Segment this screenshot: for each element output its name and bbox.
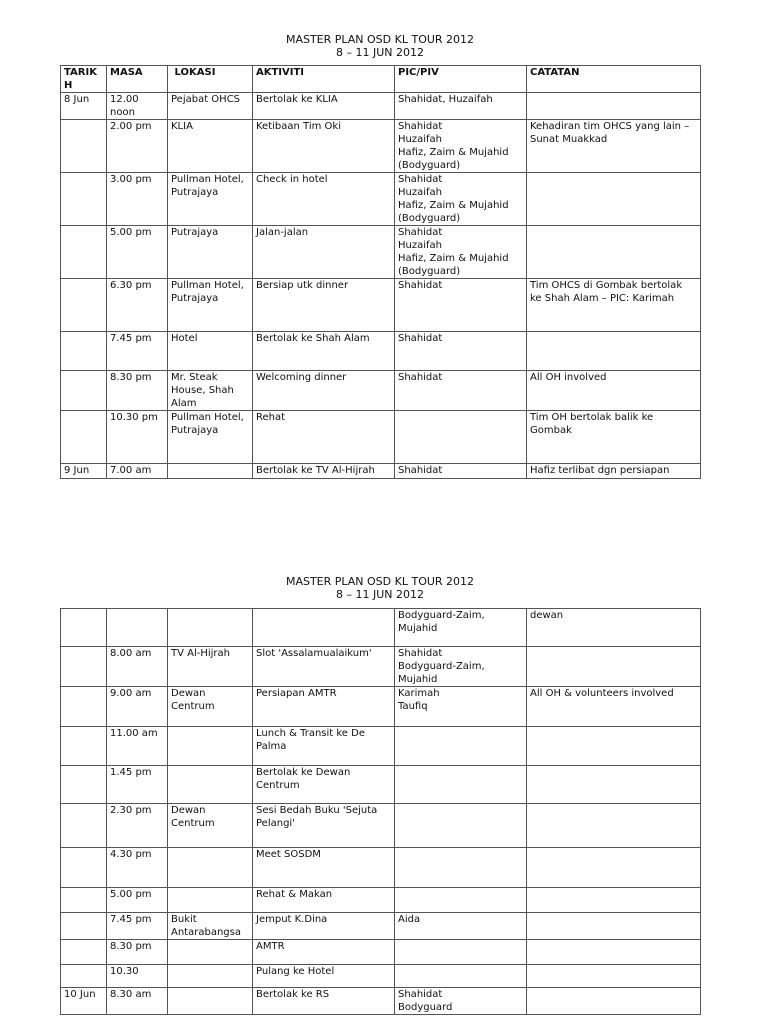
cell-catatan [527, 766, 701, 804]
table-row [61, 804, 701, 848]
cell-lokasi: Putrajaya [168, 226, 253, 279]
cell-lokasi: Pullman Hotel, Putrajaya [168, 279, 253, 332]
cell-pic: Aida [395, 913, 527, 940]
table-row [61, 687, 701, 727]
cell-catatan [527, 888, 701, 913]
cell-aktiviti: Sesi Bedah Buku 'Sejuta Pelangi' [253, 804, 395, 848]
header-pic: PIC/PIV [395, 66, 527, 93]
page-1 [60, 33, 700, 479]
cell-lokasi: Pullman Hotel, Putrajaya [168, 173, 253, 226]
table-row [61, 727, 701, 766]
cell-pic [395, 940, 527, 965]
page-2 [60, 575, 700, 1015]
cell-masa: 8.30 pm [107, 940, 168, 965]
table-row [61, 609, 701, 647]
cell-masa: 7.45 pm [107, 913, 168, 940]
cell-catatan [527, 988, 701, 1015]
table-row [61, 913, 701, 940]
cell-catatan [527, 332, 701, 371]
header-masa: MASA [107, 66, 168, 93]
cell-catatan: Hafiz terlibat dgn persiapan [527, 464, 701, 479]
schedule-table-1 [60, 65, 701, 479]
cell-aktiviti: Persiapan AMTR [253, 687, 395, 727]
doc-title-repeat [60, 575, 700, 601]
cell-tarikh [61, 727, 107, 766]
cell-aktiviti: Bertolak ke TV Al-Hijrah [253, 464, 395, 479]
cell-pic: Shahidat Huzaifah Hafiz, Zaim & Mujahid (Bodyguard) [395, 226, 527, 279]
cell-catatan: All OH involved [527, 371, 701, 411]
table-row [61, 848, 701, 888]
cell-aktiviti [253, 609, 395, 647]
cell-tarikh [61, 173, 107, 226]
cell-lokasi [168, 940, 253, 965]
cell-lokasi [168, 609, 253, 647]
cell-masa: 7.00 am [107, 464, 168, 479]
cell-tarikh [61, 371, 107, 411]
cell-catatan [527, 913, 701, 940]
cell-catatan [527, 727, 701, 766]
table-row [61, 647, 701, 687]
cell-masa: 2.30 pm [107, 804, 168, 848]
cell-masa: 3.00 pm [107, 173, 168, 226]
header-tarikh: TARIK H [61, 66, 107, 93]
cell-tarikh [61, 888, 107, 913]
cell-pic: Shahidat [395, 464, 527, 479]
cell-tarikh [61, 848, 107, 888]
cell-aktiviti: Slot 'Assalamualaikum' [253, 647, 395, 687]
cell-pic: Shahidat Huzaifah Hafiz, Zaim & Mujahid (Bodyguard) [395, 120, 527, 173]
cell-tarikh [61, 226, 107, 279]
table-row [61, 332, 701, 371]
table-row [61, 93, 701, 120]
cell-lokasi [168, 766, 253, 804]
table-row [61, 411, 701, 464]
cell-pic [395, 727, 527, 766]
cell-lokasi: Dewan Centrum [168, 687, 253, 727]
cell-pic [395, 766, 527, 804]
cell-pic: Shahidat [395, 371, 527, 411]
cell-lokasi: TV Al-Hijrah [168, 647, 253, 687]
title-line-2-repeat: 8 – 11 JUN 2012 [336, 588, 424, 601]
cell-catatan: dewan [527, 609, 701, 647]
cell-pic [395, 888, 527, 913]
cell-catatan [527, 940, 701, 965]
cell-lokasi: Dewan Centrum [168, 804, 253, 848]
cell-lokasi [168, 988, 253, 1015]
cell-masa: 8.00 am [107, 647, 168, 687]
cell-tarikh [61, 687, 107, 727]
cell-tarikh [61, 647, 107, 687]
cell-catatan [527, 226, 701, 279]
cell-catatan [527, 173, 701, 226]
cell-aktiviti: Jalan-jalan [253, 226, 395, 279]
cell-masa: 10.30 [107, 965, 168, 988]
cell-pic: Shahidat Huzaifah Hafiz, Zaim & Mujahid (Bodyguard) [395, 173, 527, 226]
cell-catatan: Kehadiran tim OHCS yang lain – Sunat Muakkad [527, 120, 701, 173]
table-row [61, 464, 701, 479]
title-line-2: 8 – 11 JUN 2012 [336, 46, 424, 59]
cell-lokasi: Hotel [168, 332, 253, 371]
title-line-1-repeat: MASTER PLAN OSD KL TOUR 2012 [285, 575, 475, 588]
table-row [61, 371, 701, 411]
cell-lokasi: Pullman Hotel, Putrajaya [168, 411, 253, 464]
cell-aktiviti: Check in hotel [253, 173, 395, 226]
cell-lokasi: Mr. Steak House, Shah Alam [168, 371, 253, 411]
cell-tarikh [61, 332, 107, 371]
cell-masa: 8.30 pm [107, 371, 168, 411]
cell-pic: Bodyguard-Zaim, Mujahid [395, 609, 527, 647]
table-row [61, 173, 701, 226]
cell-tarikh [61, 411, 107, 464]
cell-masa: 5.00 pm [107, 888, 168, 913]
cell-aktiviti: Bertolak ke KLIA [253, 93, 395, 120]
cell-aktiviti: Bersiap utk dinner [253, 279, 395, 332]
cell-masa: 1.45 pm [107, 766, 168, 804]
cell-aktiviti: Bertolak ke Dewan Centrum [253, 766, 395, 804]
table-row [61, 940, 701, 965]
cell-aktiviti: AMTR [253, 940, 395, 965]
header-lokasi: LOKASI [168, 66, 253, 93]
cell-aktiviti: Bertolak ke Shah Alam [253, 332, 395, 371]
cell-lokasi: Bukit Antarabangsa [168, 913, 253, 940]
cell-masa: 12.00 noon [107, 93, 168, 120]
cell-tarikh [61, 913, 107, 940]
cell-catatan [527, 965, 701, 988]
cell-masa: 6.30 pm [107, 279, 168, 332]
header-aktiviti: AKTIVITI [253, 66, 395, 93]
cell-masa: 10.30 pm [107, 411, 168, 464]
cell-catatan [527, 848, 701, 888]
table-row [61, 988, 701, 1015]
cell-pic [395, 848, 527, 888]
table-row [61, 888, 701, 913]
cell-aktiviti: Ketibaan Tim Oki [253, 120, 395, 173]
table-row [61, 965, 701, 988]
cell-aktiviti: Meet SOSDM [253, 848, 395, 888]
cell-masa: 8.30 am [107, 988, 168, 1015]
cell-masa: 9.00 am [107, 687, 168, 727]
cell-lokasi [168, 727, 253, 766]
cell-tarikh [61, 120, 107, 173]
cell-masa: 11.00 am [107, 727, 168, 766]
header-row [61, 66, 701, 93]
cell-pic [395, 965, 527, 988]
title-line-1: MASTER PLAN OSD KL TOUR 2012 [285, 33, 475, 46]
cell-masa: 7.45 pm [107, 332, 168, 371]
cell-catatan: All OH & volunteers involved [527, 687, 701, 727]
cell-catatan [527, 93, 701, 120]
cell-aktiviti: Bertolak ke RS [253, 988, 395, 1015]
cell-aktiviti: Rehat & Makan [253, 888, 395, 913]
header-catatan: CATATAN [527, 66, 701, 93]
doc-title [60, 33, 700, 59]
cell-lokasi [168, 848, 253, 888]
cell-tarikh [61, 609, 107, 647]
cell-catatan: Tim OH bertolak balik ke Gombak [527, 411, 701, 464]
cell-tarikh [61, 965, 107, 988]
cell-pic: Shahidat, Huzaifah [395, 93, 527, 120]
cell-tarikh [61, 804, 107, 848]
cell-lokasi [168, 965, 253, 988]
cell-pic [395, 411, 527, 464]
cell-tarikh: 8 Jun [61, 93, 107, 120]
cell-pic: Shahidat [395, 332, 527, 371]
cell-pic: Karimah Taufiq [395, 687, 527, 727]
cell-pic [395, 804, 527, 848]
table-row [61, 279, 701, 332]
cell-aktiviti: Jemput K.Dina [253, 913, 395, 940]
cell-lokasi: KLIA [168, 120, 253, 173]
cell-tarikh [61, 766, 107, 804]
cell-masa: 4.30 pm [107, 848, 168, 888]
table-row [61, 120, 701, 173]
table-row [61, 766, 701, 804]
cell-pic: Shahidat Bodyguard [395, 988, 527, 1015]
cell-tarikh [61, 940, 107, 965]
cell-masa [107, 609, 168, 647]
cell-catatan [527, 804, 701, 848]
cell-tarikh [61, 279, 107, 332]
cell-lokasi [168, 464, 253, 479]
cell-aktiviti: Lunch & Transit ke De Palma [253, 727, 395, 766]
cell-aktiviti: Pulang ke Hotel [253, 965, 395, 988]
cell-catatan: Tim OHCS di Gombak bertolak ke Shah Alam – PIC: Karimah [527, 279, 701, 332]
cell-lokasi: Pejabat OHCS [168, 93, 253, 120]
cell-pic: Shahidat [395, 279, 527, 332]
cell-catatan [527, 647, 701, 687]
schedule-table-2 [60, 608, 701, 1015]
cell-aktiviti: Rehat [253, 411, 395, 464]
cell-pic: Shahidat Bodyguard-Zaim, Mujahid [395, 647, 527, 687]
table-row [61, 226, 701, 279]
cell-masa: 2.00 pm [107, 120, 168, 173]
cell-tarikh: 10 Jun [61, 988, 107, 1015]
cell-masa: 5.00 pm [107, 226, 168, 279]
cell-aktiviti: Welcoming dinner [253, 371, 395, 411]
cell-lokasi [168, 888, 253, 913]
cell-tarikh: 9 Jun [61, 464, 107, 479]
